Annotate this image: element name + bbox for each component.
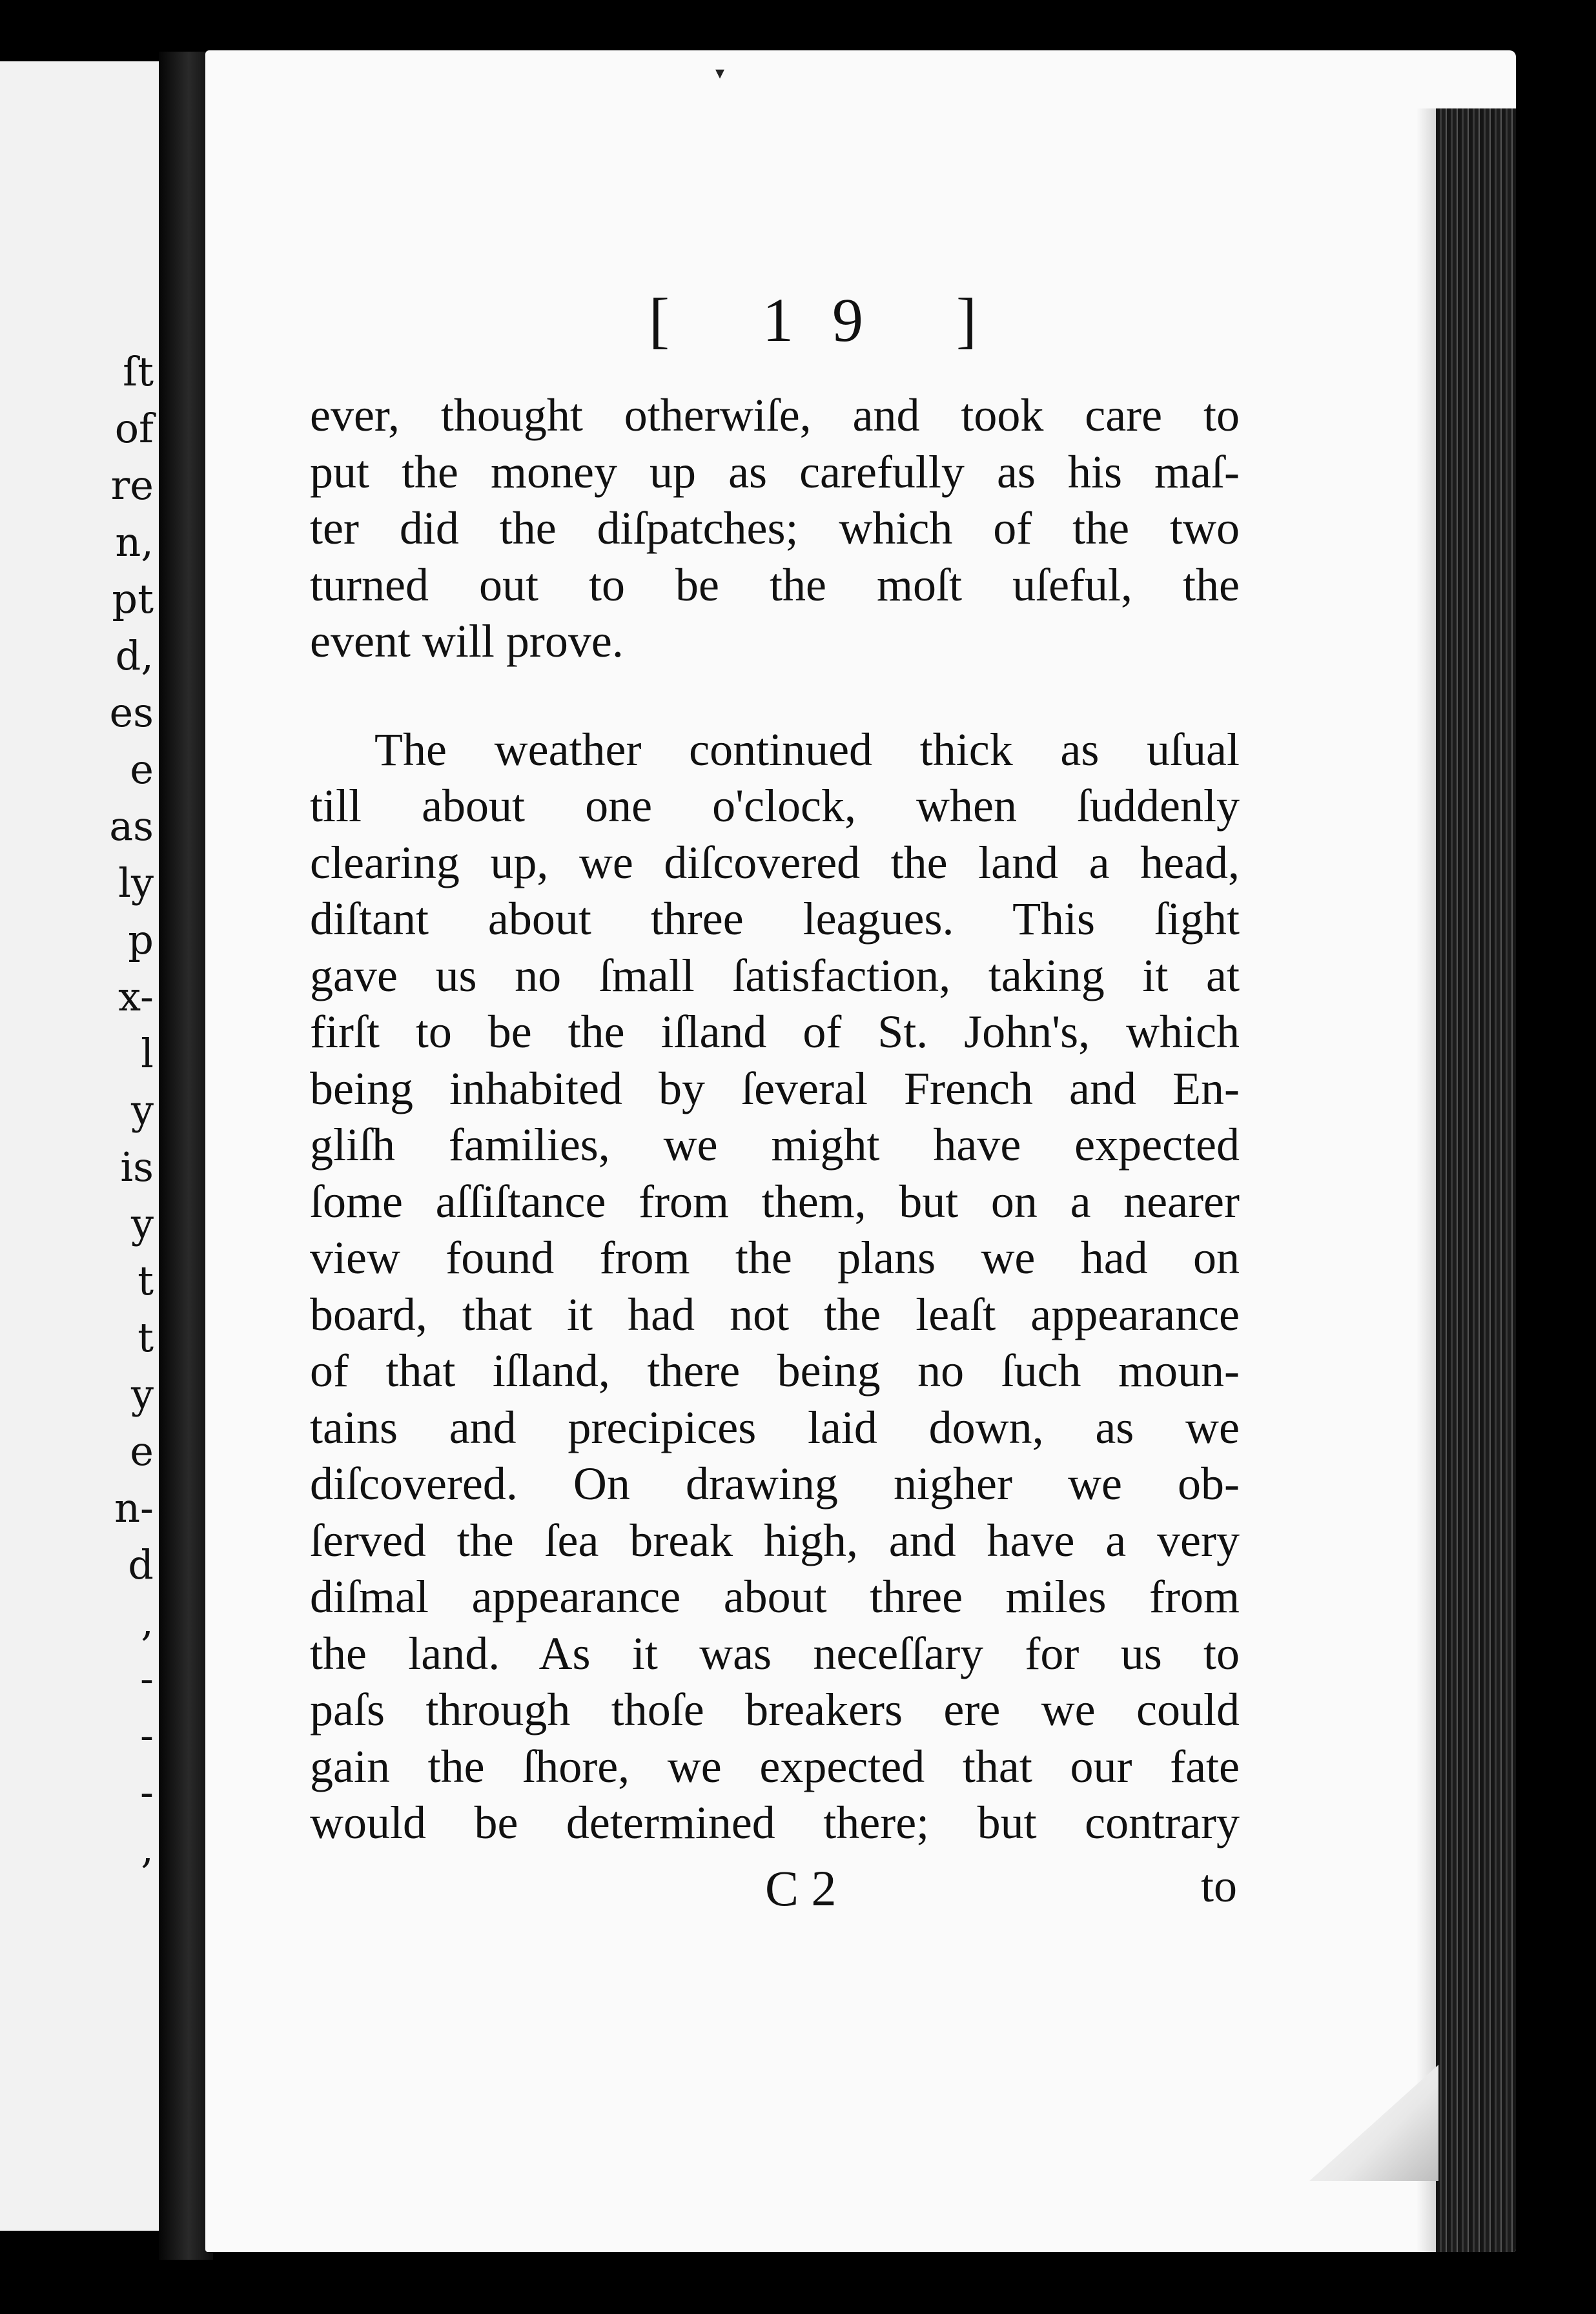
facing-page-text: t	[138, 1314, 154, 1361]
facing-page-text: y	[130, 1371, 154, 1418]
text-line: being inhabited by ſeveral French and En-	[310, 1062, 1240, 1114]
text-line: gave us no ſmall ſatisfaction, taking it at	[310, 949, 1240, 1001]
text-line: turned out to be the moſt uſeful, the	[310, 558, 1240, 611]
facing-page-text: of	[114, 405, 154, 452]
text-line: put the money up as carefully as his maſ-	[310, 445, 1240, 498]
text-line: ſome aſſiſtance from them, but on a nearer	[310, 1175, 1240, 1227]
facing-page-text: l	[141, 1030, 154, 1077]
facing-page-text: t	[138, 1257, 154, 1304]
facing-page-text: re	[110, 462, 154, 509]
facing-page-text: -	[140, 1768, 154, 1816]
body-text	[310, 387, 1240, 1852]
page-corner-curl	[1309, 2065, 1438, 2181]
facing-page-text: x-	[118, 973, 154, 1020]
facing-page-text: p	[128, 916, 154, 963]
signature-mark: C 2	[765, 1860, 837, 1916]
text-line: gliſh families, we might have expected	[310, 1119, 1240, 1171]
facing-page-text: -	[140, 1712, 154, 1759]
facing-page-text: y	[130, 1087, 154, 1134]
text-line: gain the ſhore, we expected that our fate	[310, 1740, 1240, 1792]
facing-page-text: n-	[114, 1484, 154, 1531]
text-line: view found from the plans we had on	[310, 1232, 1240, 1284]
facing-page-text: as	[109, 803, 154, 850]
text-line: paſs through thoſe breakers ere we could	[310, 1684, 1240, 1736]
text-line: would be determined there; but contrary	[310, 1797, 1240, 1848]
text-line: ever, thought otherwiſe, and took care to	[310, 389, 1240, 441]
text-line: event will prove.	[310, 615, 624, 667]
text-line: diſtant about three leagues. This ſight	[310, 893, 1240, 945]
text-line: of that iſland, there being no ſuch moun-	[310, 1345, 1240, 1397]
facing-page-text: ,	[141, 1825, 154, 1872]
facing-page-text: -	[140, 1655, 154, 1702]
facing-page-text: is	[120, 1143, 154, 1191]
facing-page-text: ſt	[123, 348, 154, 395]
facing-page-text: e	[130, 746, 154, 793]
facing-page-text: d	[128, 1541, 154, 1588]
text-line: firſt to be the iſland of St. John's, which	[310, 1006, 1240, 1058]
facing-page-fragment	[0, 61, 163, 2231]
facing-page-text: d,	[115, 632, 154, 679]
facing-page-text: ly	[118, 859, 154, 906]
text-line: clearing up, we diſcovered the land a head,	[310, 836, 1240, 888]
text-line: till about one o'clock, when ſuddenly	[310, 780, 1240, 832]
top-mark: ▾	[715, 62, 725, 83]
text-line: ter did the diſpatches; which of the two	[310, 502, 1240, 554]
text-line: the land. As it was neceſſary for us to	[310, 1627, 1240, 1679]
text-line: board, that it had not the leaſt appearance	[310, 1288, 1240, 1340]
paragraph-break	[310, 670, 1240, 722]
text-line: ſerved the ſea break high, and have a very	[310, 1514, 1240, 1566]
text-line: tains and precipices laid down, as we	[310, 1401, 1240, 1453]
facing-page-text: n,	[115, 518, 154, 566]
text-line: diſcovered. On drawing nigher we ob-	[310, 1458, 1240, 1510]
facing-page-text: pt	[112, 575, 154, 622]
page-number-header: [ 19 ]	[649, 285, 1016, 354]
facing-page-text: ,	[141, 1598, 154, 1645]
page-edge-shadow	[1417, 108, 1436, 2252]
text-line: diſmal appearance about three miles from	[310, 1571, 1240, 1623]
text-line: The weather continued thick as uſual	[374, 723, 1240, 775]
facing-page-text: y	[130, 1200, 154, 1247]
catchword: to	[1201, 1860, 1238, 1912]
page-stack-edge	[1436, 108, 1516, 2252]
facing-page-text: es	[109, 689, 154, 736]
facing-page-text: e	[130, 1428, 154, 1475]
